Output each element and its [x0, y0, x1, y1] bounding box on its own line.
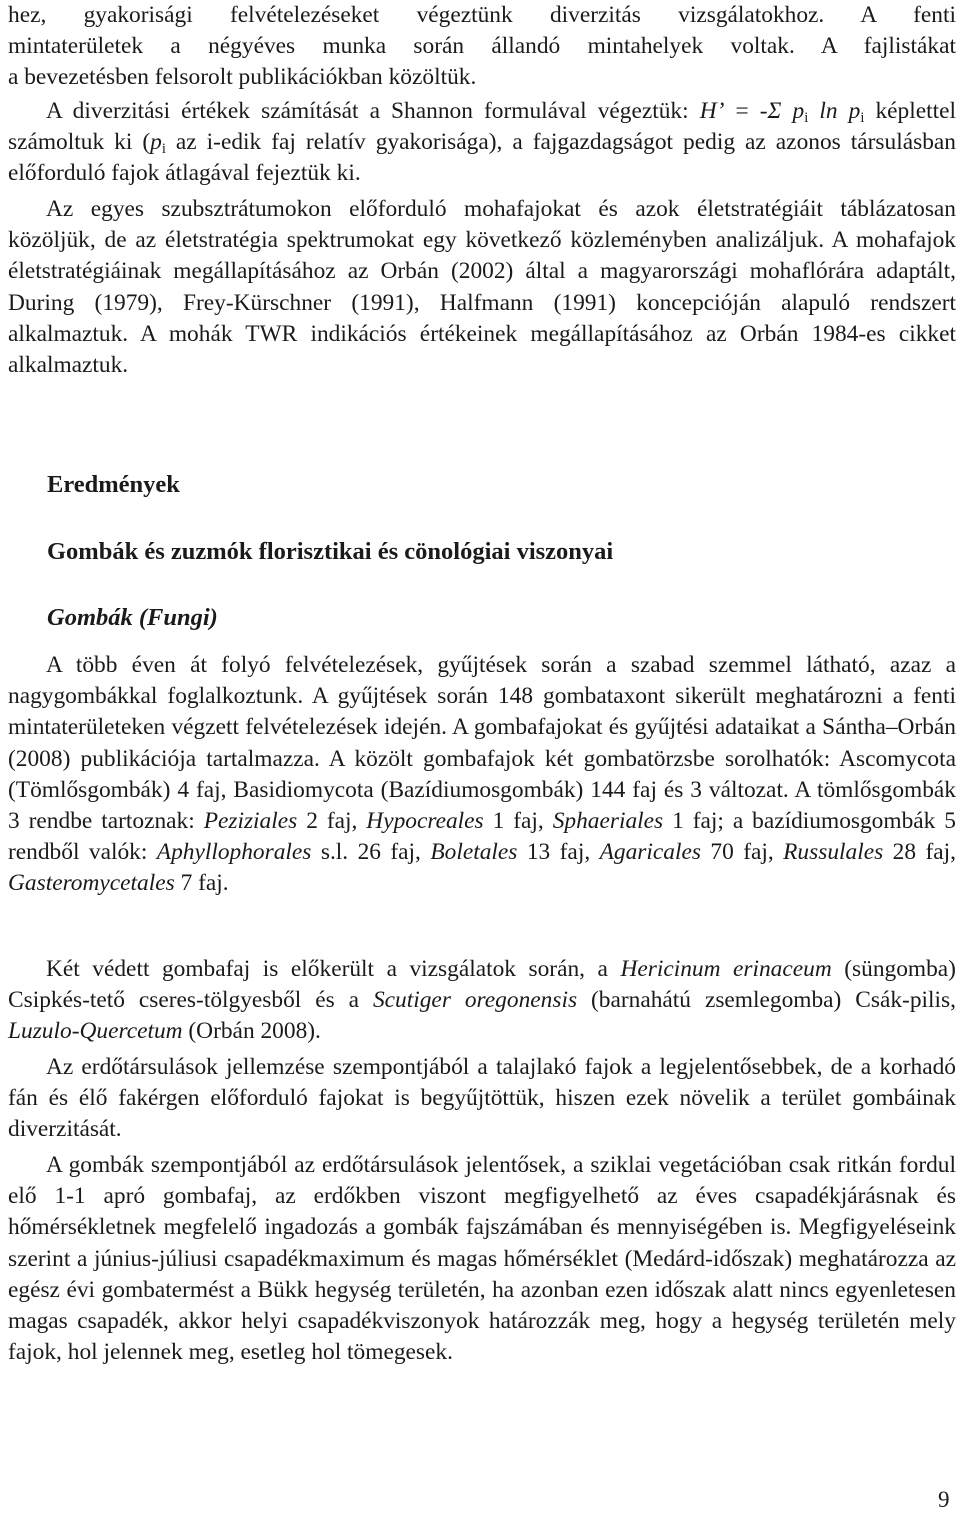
- subscript-i: i: [860, 110, 865, 127]
- text-run: az i-edik faj relatív gyakorisága), a fajgazdagságot pedig az azonos társulásban előforduló fajok átlagával fejeztük ki.: [8, 129, 956, 187]
- heading-section: Gombák és zuzmók florisztikai és cönológiai viszonyai: [47, 538, 614, 565]
- text-run: 2 faj,: [297, 808, 367, 835]
- text-run: 1 faj,: [483, 808, 553, 835]
- text-run: (Orbán 2008).: [182, 1018, 321, 1045]
- fungi-paragraph: [8, 650, 956, 900]
- text-run: Két védett gombafaj is előkerült a vizsgálatok során, a: [46, 956, 621, 982]
- taxon-name: Scutiger oregonensis: [372, 987, 578, 1014]
- intro-paragraph-continued: [8, 0, 956, 94]
- text-run: A több éven át folyó felvételezések, gyűjtések során a szabad szemmel látható, azaz a nagygombákkal foglalkoztunk. A gyűjtések során 148 gombataxont sikerült meghatározni a fenti mintaterületeken végzett felvételezések idején. A gombafajokat és gyűjtési adataikat a Sántha–Orbán (2008) publikációja tartalmazza. A közölt gombafajok két gombatörzsbe sorolhatók: Ascomycota (Tömlősgombák) 4 faj, Basidiomycota (Bazídiumosgombák) 144 faj és 3 változat. A tömlősgombák 3 rendbe tartoznak:: [8, 652, 956, 835]
- formula-ln: ln: [808, 98, 838, 124]
- text-run: 13 faj,: [517, 839, 600, 866]
- formula-h: H’: [699, 98, 725, 124]
- taxon-name: Russulales: [783, 839, 884, 866]
- taxon-name: Agaricales: [599, 839, 701, 866]
- text-run: 70 faj,: [700, 839, 784, 866]
- taxon-name: Gasteromycetales: [8, 870, 175, 897]
- formula-p: p: [848, 98, 861, 124]
- text-line: hez, gyakorisági felvételezéseket végeztünk diverzitás vizsgálatokhoz. A fenti: [8, 2, 956, 28]
- text-run: 28 faj,: [883, 839, 956, 866]
- taxon-name: Sphaeriales: [552, 808, 664, 835]
- text-run: képlettel számoltuk ki (: [8, 98, 956, 156]
- subscript-i: i: [161, 141, 166, 158]
- text-run: s.l. 26 faj,: [311, 839, 431, 866]
- text-run: (barnahátú zsemlegomba) Csák-pilis,: [577, 987, 956, 1014]
- taxon-name: Boletales: [430, 839, 518, 866]
- text-run: 7 faj.: [174, 870, 229, 897]
- text-run: (süngomba) Csipkés-tető cseres-tölgyesből és a: [8, 956, 956, 1014]
- moss-paragraph: [8, 194, 956, 381]
- text-run: 1 faj; a bazídiumosgombák 5 rendből valók:: [8, 808, 956, 866]
- heading-results: Eredmények: [47, 471, 180, 498]
- protected-species-paragraph: [8, 954, 956, 1048]
- text-run: = -: [724, 98, 768, 124]
- climate-paragraph: [8, 1150, 956, 1368]
- paragraph-text: Az erdőtársulások jellemzése szempontjából a talajlakó fajok a legjelentősebbek, de a korhadó fán és élő fakérgen előforduló fajokat is begyűjtöttük, hiszen ezek növelik a terület gombáinak diverzitását.: [8, 1054, 956, 1143]
- text-line: a bevezetésben felsorolt publikációkban közöltük.: [8, 64, 477, 91]
- paragraph-text: Az egyes szubsztrátumokon előforduló mohafajokat és azok életstratégiáit táblázatosan közöljük, de az életstratégia spektrumokat egy következő közleményben analizáljuk. A mohafajok életstratégiáinak megállapításához az Orbán (2002) által a magyarországi mohaflórára adaptált, During (1979), Frey-Kürschner (1991), Halfmann (1991) koncepcióján alapuló rendszert alkalmaztuk. A mohák TWR indikációs értékeinek megállapításához az Orbán 1984-es cikket alkalmaztuk.: [8, 196, 956, 379]
- heading-subsection: Gombák (Fungi): [47, 604, 218, 631]
- taxon-name: Aphyllophorales: [156, 839, 312, 866]
- paragraph-text: A gombák szempontjából az erdőtársulások jelentősek, a sziklai vegetációban csak ritkán fordul elő 1-1 apró gombafaj, az erdőkben viszont megfigyelhető az éves csapadékjárásnak és hőmérsékletnek megfelelő ingadozás a gombák fajszámában és mennyiségében is. Megfigyeléseink szerint a június-júliusi csapadékmaximum és magas hőmérséklet (Medárd-időszak) meghatározza az egész évi gombatermést a Bükk hegység területén, ha azonban ezen időszak alatt nincs egyenletesen magas csapadék, akkor helyi csapadékviszonyok határozzák meg, hogy a hegység területén mely fajok, hol jelennek meg, esetleg hol tömegesek.: [8, 1152, 956, 1366]
- text-line: mintaterületek a négyéves munka során állandó mintahelyek voltak. A fajlistákat: [8, 33, 956, 60]
- text-run: A diverzitási értékek számítását a Shannon formulával végeztük:: [46, 98, 700, 124]
- taxon-name: Luzulo-Quercetum: [8, 1018, 183, 1045]
- taxon-name: Hypocreales: [366, 808, 484, 835]
- subscript-i: i: [804, 110, 809, 127]
- taxon-name: Peziziales: [203, 808, 298, 835]
- taxon-name: Hericinum erinaceum: [620, 956, 832, 982]
- page-number: 9: [938, 1487, 950, 1512]
- forest-paragraph: [8, 1052, 956, 1146]
- formula-sigma: Σ p: [767, 98, 805, 124]
- shannon-paragraph: [8, 96, 956, 190]
- formula-p: p: [150, 129, 162, 156]
